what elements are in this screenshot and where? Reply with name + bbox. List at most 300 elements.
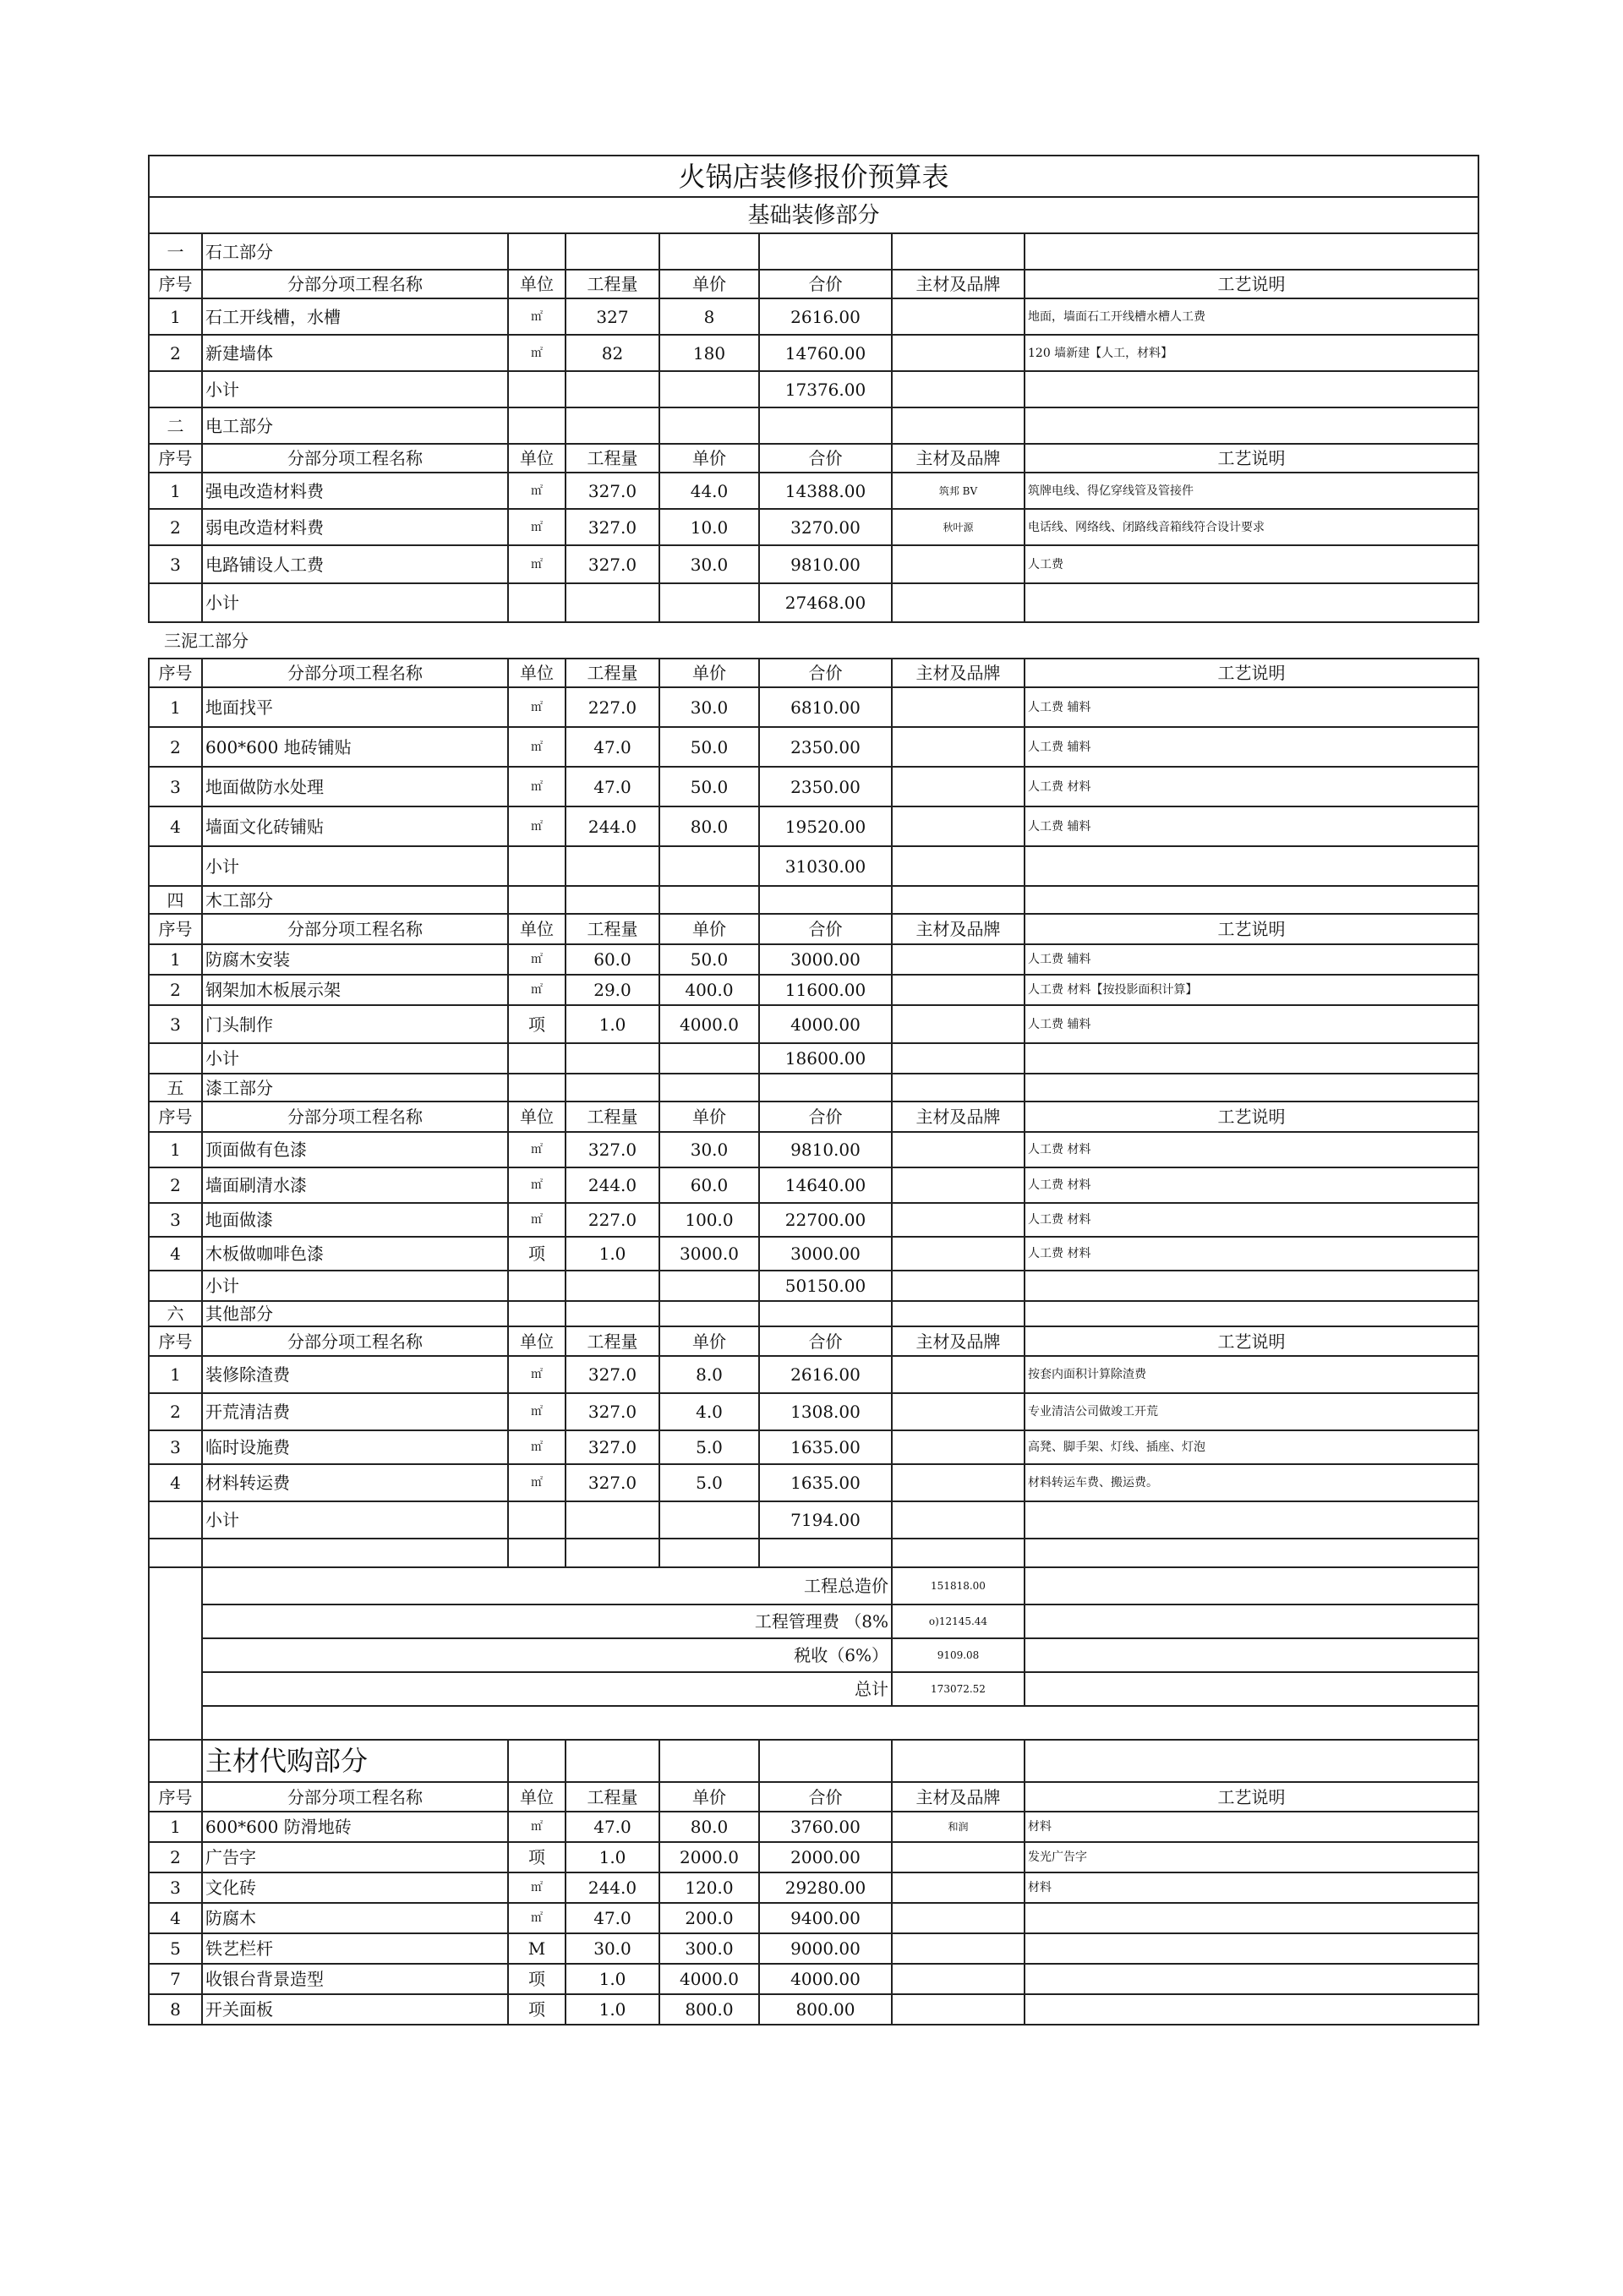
empty-cell (892, 1271, 1025, 1301)
empty-cell (659, 1074, 759, 1102)
header-unit: 单位 (508, 270, 566, 298)
subtotal-value: 7194.00 (759, 1501, 892, 1539)
seq-cell: 2 (149, 335, 202, 371)
item-name-cell: 地面做漆 (202, 1203, 508, 1237)
header-seq: 序号 (149, 659, 202, 687)
subtotal-label: 小计 (202, 846, 508, 886)
empty-cell (149, 1638, 202, 1672)
table-row (149, 545, 1478, 583)
empty-cell (659, 407, 759, 444)
item-name-cell: 墙面刷清水漆 (202, 1167, 508, 1203)
header-row (149, 914, 1478, 944)
brand-cell (892, 1430, 1025, 1464)
process-note-cell (1025, 1903, 1478, 1933)
header-unit-price: 单价 (659, 659, 759, 687)
unit-price-cell: 8 (659, 298, 759, 335)
process-note-cell: 人工费 材料 (1025, 1167, 1478, 1203)
empty-cell (566, 407, 659, 444)
item-name-cell: 600*600 防滑地砖 (202, 1812, 508, 1842)
empty-cell (1025, 407, 1478, 444)
empty-cell (759, 1301, 892, 1326)
empty-cell (149, 1501, 202, 1539)
empty-cell (759, 233, 892, 270)
header-quantity: 工程量 (566, 659, 659, 687)
section-label-row (149, 886, 1478, 914)
item-name-cell: 地面做防水处理 (202, 767, 508, 806)
seq-cell: 2 (149, 727, 202, 767)
item-name-cell: 墙面文化砖铺贴 (202, 806, 508, 846)
unit-price-cell: 800.0 (659, 1994, 759, 2025)
process-note-cell: 高凳、脚手架、灯线、插座、灯泡 (1025, 1430, 1478, 1464)
header-process-note: 工艺说明 (1025, 1782, 1478, 1812)
unit-price-cell: 30.0 (659, 545, 759, 583)
brand-cell (892, 1872, 1025, 1903)
section-number: 三 (164, 630, 181, 651)
header-total: 合价 (759, 444, 892, 473)
item-name-cell: 铁艺栏杆 (202, 1933, 508, 1964)
unit-cell: ㎡ (508, 767, 566, 806)
empty-cell (508, 371, 566, 407)
seq-cell: 1 (149, 1356, 202, 1393)
empty-cell (1025, 371, 1478, 407)
empty-cell (566, 1043, 659, 1074)
empty-cell (1025, 233, 1478, 270)
section-name: 漆工部分 (202, 1074, 508, 1102)
header-seq: 序号 (149, 270, 202, 298)
empty-cell (508, 1043, 566, 1074)
empty-cell (1025, 1271, 1478, 1301)
empty-cell (566, 1539, 659, 1567)
seq-cell: 1 (149, 687, 202, 727)
unit-cell: ㎡ (508, 806, 566, 846)
brand-cell (892, 1356, 1025, 1393)
empty-cell (1025, 886, 1478, 914)
empty-cell (566, 846, 659, 886)
header-unit: 单位 (508, 1782, 566, 1812)
seq-cell: 8 (149, 1994, 202, 2025)
total-cell: 6810.00 (759, 687, 892, 727)
total-cell: 4000.00 (759, 1964, 892, 1994)
empty-cell (1025, 1539, 1478, 1567)
section-name: 其他部分 (202, 1301, 508, 1326)
total-cell: 11600.00 (759, 975, 892, 1005)
item-name-cell: 石工开线槽，水槽 (202, 298, 508, 335)
total-cell: 2000.00 (759, 1842, 892, 1872)
item-name-cell: 广告字 (202, 1842, 508, 1872)
unit-price-cell: 400.0 (659, 975, 759, 1005)
empty-cell (149, 846, 202, 886)
empty-cell (508, 1740, 566, 1782)
header-unit-price: 单价 (659, 1102, 759, 1132)
section-name: 电工部分 (202, 407, 508, 444)
unit-cell: 项 (508, 1842, 566, 1872)
subtotal-value: 50150.00 (759, 1271, 892, 1301)
seq-cell: 4 (149, 806, 202, 846)
empty-cell (759, 407, 892, 444)
table-row (149, 727, 1478, 767)
total-cell: 9400.00 (759, 1903, 892, 1933)
header-unit-price: 单价 (659, 1326, 759, 1356)
header-item-name: 分部分项工程名称 (202, 1782, 508, 1812)
section-name: 石工部分 (202, 233, 508, 270)
process-note-cell: 专业清洁公司做竣工开荒 (1025, 1393, 1478, 1430)
empty-cell (1025, 1740, 1478, 1782)
brand-cell (892, 944, 1025, 975)
empty-cell (149, 1539, 202, 1567)
section-label-row (149, 233, 1478, 270)
header-brand: 主材及品牌 (892, 1782, 1025, 1812)
process-note-cell: 人工费 辅料 (1025, 806, 1478, 846)
process-note-cell: 人工费 辅料 (1025, 944, 1478, 975)
unit-price-cell: 80.0 (659, 1812, 759, 1842)
table-row (149, 1812, 1478, 1842)
table-row (149, 509, 1478, 545)
header-quantity: 工程量 (566, 1102, 659, 1132)
summary-label: 税收（6%） (202, 1638, 892, 1672)
empty-cell (659, 1740, 759, 1782)
header-unit: 单位 (508, 444, 566, 473)
header-quantity: 工程量 (566, 914, 659, 944)
quantity-cell: 29.0 (566, 975, 659, 1005)
header-total: 合价 (759, 659, 892, 687)
empty-cell (508, 1074, 566, 1102)
quantity-cell: 327.0 (566, 545, 659, 583)
empty-cell (508, 846, 566, 886)
subtotal-row (149, 583, 1478, 622)
table-row (149, 806, 1478, 846)
header-unit: 单位 (508, 1102, 566, 1132)
quantity-cell: 327.0 (566, 1356, 659, 1393)
header-seq: 序号 (149, 1782, 202, 1812)
brand-cell (892, 1933, 1025, 1964)
unit-cell: 项 (508, 1994, 566, 2025)
section-label (149, 622, 1478, 659)
page-subtitle: 基础装修部分 (149, 197, 1478, 233)
brand-cell (892, 1167, 1025, 1203)
quantity-cell: 244.0 (566, 1167, 659, 1203)
header-brand: 主材及品牌 (892, 914, 1025, 944)
quantity-cell: 1.0 (566, 1237, 659, 1271)
total-cell: 3760.00 (759, 1812, 892, 1842)
table-row (149, 1132, 1478, 1167)
table-row (149, 1842, 1478, 1872)
unit-price-cell: 5.0 (659, 1464, 759, 1501)
quantity-cell: 1.0 (566, 1964, 659, 1994)
unit-price-cell: 4000.0 (659, 1005, 759, 1043)
header-item-name: 分部分项工程名称 (202, 444, 508, 473)
unit-cell: ㎡ (508, 1872, 566, 1903)
total-cell: 2616.00 (759, 298, 892, 335)
table-row (149, 1933, 1478, 1964)
total-cell: 29280.00 (759, 1872, 892, 1903)
item-name-cell: 强电改造材料费 (202, 473, 508, 509)
process-note-cell (1025, 1933, 1478, 1964)
header-process-note: 工艺说明 (1025, 270, 1478, 298)
seq-cell: 4 (149, 1464, 202, 1501)
process-note-cell: 人工费 材料 (1025, 767, 1478, 806)
empty-cell (892, 583, 1025, 622)
unit-price-cell: 120.0 (659, 1872, 759, 1903)
brand-cell (892, 298, 1025, 335)
total-cell: 9000.00 (759, 1933, 892, 1964)
brand-cell (892, 975, 1025, 1005)
header-process-note: 工艺说明 (1025, 659, 1478, 687)
empty-cell (892, 1740, 1025, 1782)
header-brand: 主材及品牌 (892, 659, 1025, 687)
total-cell: 14640.00 (759, 1167, 892, 1203)
header-total: 合价 (759, 1782, 892, 1812)
unit-cell: 项 (508, 1964, 566, 1994)
section-label-row (149, 1301, 1478, 1326)
empty-cell (659, 371, 759, 407)
quantity-cell: 327.0 (566, 509, 659, 545)
brand-cell (892, 1842, 1025, 1872)
header-item-name: 分部分项工程名称 (202, 1102, 508, 1132)
empty-cell (659, 886, 759, 914)
subtotal-label: 小计 (202, 1271, 508, 1301)
unit-price-cell: 180 (659, 335, 759, 371)
empty-cell (566, 1074, 659, 1102)
seq-cell: 3 (149, 1872, 202, 1903)
empty-cell (508, 886, 566, 914)
header-brand: 主材及品牌 (892, 270, 1025, 298)
subtotal-value: 31030.00 (759, 846, 892, 886)
empty-cell (659, 1539, 759, 1567)
empty-cell (508, 1301, 566, 1326)
materials-title: 主材代购部分 (202, 1740, 508, 1782)
total-cell: 3000.00 (759, 944, 892, 975)
header-unit-price: 单价 (659, 444, 759, 473)
empty-cell (566, 233, 659, 270)
unit-cell: ㎡ (508, 944, 566, 975)
brand-cell (892, 687, 1025, 727)
spacer-row (149, 1706, 1478, 1740)
quantity-cell: 30.0 (566, 1933, 659, 1964)
empty-cell (566, 1501, 659, 1539)
table-row (149, 473, 1478, 509)
empty-cell (659, 1271, 759, 1301)
empty-cell (149, 1672, 202, 1706)
seq-cell: 1 (149, 1812, 202, 1842)
subtotal-value: 18600.00 (759, 1043, 892, 1074)
header-process-note: 工艺说明 (1025, 914, 1478, 944)
brand-cell (892, 1132, 1025, 1167)
unit-price-cell: 3000.0 (659, 1237, 759, 1271)
seq-cell: 2 (149, 1393, 202, 1430)
unit-cell: ㎡ (508, 545, 566, 583)
brand-cell (892, 806, 1025, 846)
subtotal-row (149, 1271, 1478, 1301)
empty-cell (892, 1301, 1025, 1326)
process-note-cell (1025, 1964, 1478, 1994)
table-body (149, 156, 1478, 2025)
empty-cell (892, 846, 1025, 886)
header-seq: 序号 (149, 914, 202, 944)
quantity-cell: 327.0 (566, 1464, 659, 1501)
item-name-cell: 防腐木安装 (202, 944, 508, 975)
unit-price-cell: 100.0 (659, 1203, 759, 1237)
summary-label: 工程总造价 (202, 1567, 892, 1604)
empty-cell (892, 371, 1025, 407)
unit-price-cell: 5.0 (659, 1430, 759, 1464)
unit-cell: ㎡ (508, 335, 566, 371)
header-total: 合价 (759, 270, 892, 298)
process-note-cell: 120 墙新建【人工，材料】 (1025, 335, 1478, 371)
summary-value: 151818.00 (892, 1567, 1025, 1604)
process-note-cell: 材料 (1025, 1872, 1478, 1903)
total-cell: 9810.00 (759, 545, 892, 583)
process-note-cell (1025, 1994, 1478, 2025)
header-brand: 主材及品牌 (892, 1102, 1025, 1132)
header-seq: 序号 (149, 1326, 202, 1356)
empty-cell (1025, 1074, 1478, 1102)
unit-cell: ㎡ (508, 1430, 566, 1464)
section-number: 六 (149, 1301, 202, 1326)
table-row (149, 767, 1478, 806)
item-name-cell: 钢架加木板展示架 (202, 975, 508, 1005)
header-unit: 单位 (508, 659, 566, 687)
unit-price-cell: 60.0 (659, 1167, 759, 1203)
header-row (149, 659, 1478, 687)
unit-cell: ㎡ (508, 1903, 566, 1933)
section-number: 四 (149, 886, 202, 914)
table-row (149, 944, 1478, 975)
header-row (149, 1102, 1478, 1132)
empty-cell (566, 886, 659, 914)
item-name-cell: 文化砖 (202, 1872, 508, 1903)
unit-price-cell: 300.0 (659, 1933, 759, 1964)
empty-cell (1025, 1672, 1478, 1706)
item-name-cell: 弱电改造材料费 (202, 509, 508, 545)
empty-cell (659, 1301, 759, 1326)
subtotal-label: 小计 (202, 583, 508, 622)
empty-cell (1025, 846, 1478, 886)
table-row (149, 1903, 1478, 1933)
subtotal-row (149, 846, 1478, 886)
unit-price-cell: 4.0 (659, 1393, 759, 1430)
quantity-cell: 1.0 (566, 1005, 659, 1043)
brand-cell: 和润 (892, 1812, 1025, 1842)
process-note-cell: 发光广告字 (1025, 1842, 1478, 1872)
empty-cell (149, 1043, 202, 1074)
seq-cell: 4 (149, 1903, 202, 1933)
total-cell: 1308.00 (759, 1393, 892, 1430)
total-cell: 14388.00 (759, 473, 892, 509)
unit-cell: ㎡ (508, 1812, 566, 1842)
seq-cell: 2 (149, 1842, 202, 1872)
quantity-cell: 327 (566, 298, 659, 335)
empty-cell (659, 1501, 759, 1539)
process-note-cell: 人工费 材料 (1025, 1237, 1478, 1271)
header-process-note: 工艺说明 (1025, 444, 1478, 473)
brand-cell (892, 767, 1025, 806)
unit-cell: ㎡ (508, 298, 566, 335)
empty-cell (892, 1074, 1025, 1102)
brand-cell (892, 1464, 1025, 1501)
summary-label: 工程管理费 （8% (202, 1604, 892, 1638)
empty-cell (149, 1271, 202, 1301)
quantity-cell: 244.0 (566, 1872, 659, 1903)
summary-row (149, 1638, 1478, 1672)
table-row (149, 1356, 1478, 1393)
table-row (149, 1167, 1478, 1203)
header-item-name: 分部分项工程名称 (202, 270, 508, 298)
process-note-cell: 人工费 辅料 (1025, 727, 1478, 767)
empty-cell (508, 233, 566, 270)
process-note-cell: 人工费 材料 (1025, 1132, 1478, 1167)
subtotal-value: 27468.00 (759, 583, 892, 622)
brand-cell (892, 1994, 1025, 2025)
brand-cell (892, 335, 1025, 371)
section-label-row (149, 622, 1478, 659)
header-item-name: 分部分项工程名称 (202, 659, 508, 687)
brand-cell (892, 545, 1025, 583)
total-cell: 22700.00 (759, 1203, 892, 1237)
unit-cell: ㎡ (508, 1203, 566, 1237)
empty-cell (1025, 1567, 1478, 1604)
empty-cell (1025, 1604, 1478, 1638)
seq-cell: 3 (149, 1203, 202, 1237)
quantity-cell: 82 (566, 335, 659, 371)
unit-cell: ㎡ (508, 1464, 566, 1501)
subtotal-row (149, 1501, 1478, 1539)
seq-cell: 2 (149, 1167, 202, 1203)
seq-cell: 1 (149, 298, 202, 335)
brand-cell (892, 1964, 1025, 1994)
subtotal-value: 17376.00 (759, 371, 892, 407)
empty-cell (659, 846, 759, 886)
total-cell: 2616.00 (759, 1356, 892, 1393)
total-cell: 2350.00 (759, 727, 892, 767)
quantity-cell: 327.0 (566, 473, 659, 509)
empty-cell (566, 1271, 659, 1301)
brand-cell (892, 727, 1025, 767)
empty-cell (508, 583, 566, 622)
brand-cell (892, 1237, 1025, 1271)
empty-cell (1025, 1638, 1478, 1672)
item-name-cell: 新建墙体 (202, 335, 508, 371)
item-name-cell: 防腐木 (202, 1903, 508, 1933)
header-unit-price: 单价 (659, 914, 759, 944)
section-number: 五 (149, 1074, 202, 1102)
summary-value: o)12145.44 (892, 1604, 1025, 1638)
item-name-cell: 收银台背景造型 (202, 1964, 508, 1994)
total-cell: 4000.00 (759, 1005, 892, 1043)
total-cell: 19520.00 (759, 806, 892, 846)
header-seq: 序号 (149, 1102, 202, 1132)
empty-cell (149, 1706, 202, 1740)
item-name-cell: 门头制作 (202, 1005, 508, 1043)
summary-row (149, 1672, 1478, 1706)
header-item-name: 分部分项工程名称 (202, 914, 508, 944)
item-name-cell: 装修除渣费 (202, 1356, 508, 1393)
item-name-cell: 开荒清洁费 (202, 1393, 508, 1430)
total-cell: 800.00 (759, 1994, 892, 2025)
process-note-cell: 电话线、网络线、闭路线音箱线符合设计要求 (1025, 509, 1478, 545)
total-cell: 3270.00 (759, 509, 892, 545)
header-total: 合价 (759, 914, 892, 944)
unit-price-cell: 30.0 (659, 687, 759, 727)
seq-cell: 4 (149, 1237, 202, 1271)
seq-cell: 7 (149, 1964, 202, 1994)
seq-cell: 3 (149, 767, 202, 806)
summary-value: 9109.08 (892, 1638, 1025, 1672)
header-row (149, 1326, 1478, 1356)
title-row (149, 156, 1478, 197)
process-note-cell: 人工费 (1025, 545, 1478, 583)
summary-value: 173072.52 (892, 1672, 1025, 1706)
quantity-cell: 47.0 (566, 1812, 659, 1842)
